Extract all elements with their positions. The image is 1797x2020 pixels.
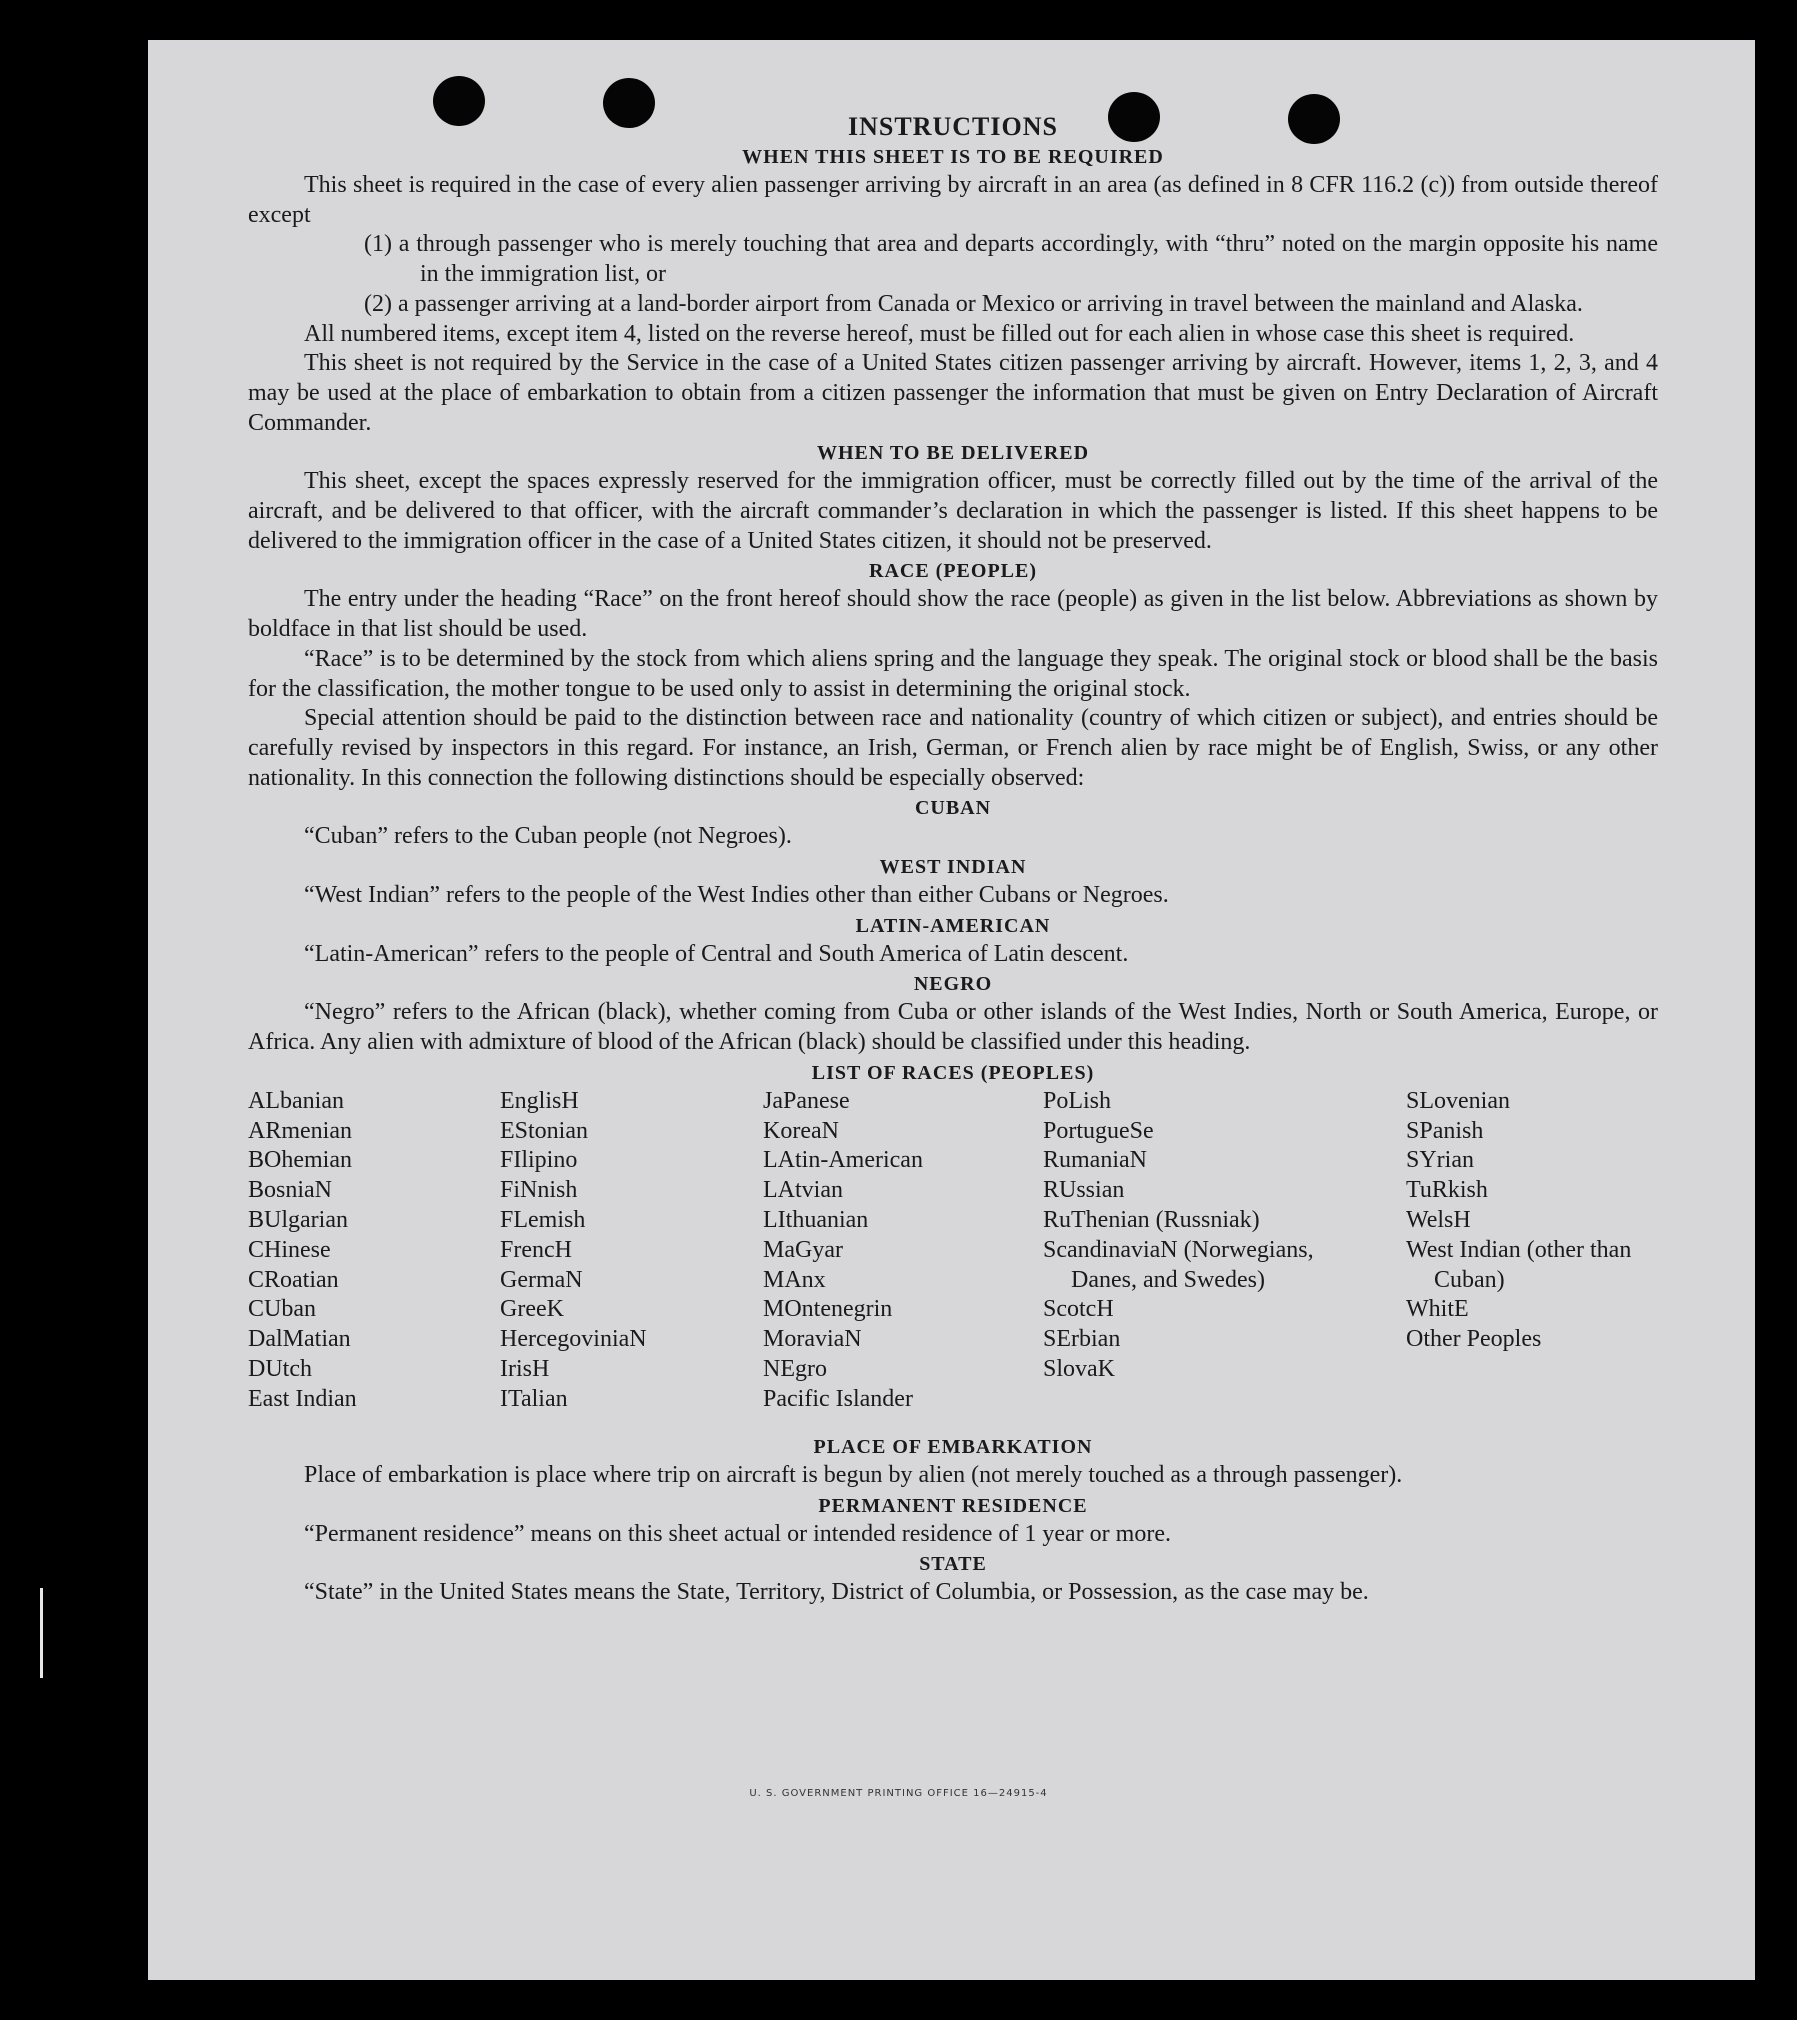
race-item: EStonian: [500, 1117, 588, 1144]
paragraph: This sheet is not required by the Service in the case of a United States citizen passenger arriving by aircraft. However, items 1, 2, 3, and 4 may be used at the place of embarkation to obtain from a citizen passenger the information that must be given on Entry Declaration of Aircraft Commander.: [248, 350, 1658, 436]
race-column: [1406, 1087, 1658, 1355]
paragraph: “Cuban” refers to the Cuban people (not Negroes).: [304, 823, 792, 850]
race-item: FLemish: [500, 1207, 586, 1234]
race-item: LAtin-American: [763, 1147, 923, 1174]
race-item: Other Peoples: [1406, 1326, 1542, 1353]
race-item: GermaN: [500, 1266, 583, 1293]
section-heading-residence: PERMANENT RESIDENCE: [818, 1494, 1088, 1517]
race-item: HercegoviniaN: [500, 1326, 647, 1353]
race-item: EnglisH: [500, 1087, 579, 1114]
paragraph: All numbered items, except item 4, listed on the reverse hereof, must be filled out for each alien in whose case this sheet is required.: [304, 320, 1575, 347]
race-item: IrisH: [500, 1356, 550, 1383]
page-title: INSTRUCTIONS: [848, 112, 1058, 141]
margin-mark: [40, 1588, 43, 1678]
race-item: SErbian: [1043, 1326, 1121, 1353]
paragraph: The entry under the heading “Race” on the front hereof should show the race (people) as given in the list below. Abbreviations as shown by boldface in that list should be used.: [248, 586, 1658, 643]
race-item: DalMatian: [248, 1326, 351, 1353]
race-item: East Indian: [248, 1385, 357, 1412]
list-item: (2) a passenger arriving at a land-border airport from Canada or Mexico or arriving in travel between the mainland and Alaska.: [364, 290, 1583, 317]
section-heading-required: WHEN THIS SHEET IS TO BE REQUIRED: [742, 146, 1164, 168]
race-item: SlovaK: [1043, 1356, 1115, 1383]
race-column: [248, 1087, 488, 1415]
paragraph: “West Indian” refers to the people of the West Indies other than either Cubans or Negroes.: [304, 882, 1169, 909]
section-heading-latin-american: LATIN-AMERICAN: [855, 914, 1051, 937]
paragraph: “Race” is to be determined by the stock from which aliens spring and the language they speak. The original stock or blood shall be the basis for the classification, the mother tongue to be used only to assist in determining the original stock.: [248, 645, 1658, 702]
race-item: ScotcH: [1043, 1296, 1114, 1323]
race-item: SYrian: [1406, 1147, 1474, 1174]
paragraph: “Negro” refers to the African (black), whether coming from Cuba or other islands of the West Indies, North or South America, Europe, or Africa. Any alien with admixture of blood of the African (black) should be classified under this heading.: [248, 999, 1658, 1056]
paragraph: This sheet, except the spaces expressly reserved for the immigration officer, must be correctly filled out by the time of the arrival of the aircraft, and be delivered to that officer, with the aircraft commander’s declaration in which the passenger is listed. If this sheet happens to be delivered to the immigration officer in the case of a United States citizen, it should not be preserved.: [248, 468, 1658, 554]
printer-imprint: U. S. GOVERNMENT PRINTING OFFICE 16—24915-4: [749, 1788, 1048, 1799]
race-item: BOhemian: [248, 1147, 352, 1174]
race-item: CUban: [248, 1296, 316, 1323]
paragraph: This sheet is required in the case of every alien passenger arriving by aircraft in an area (as defined in 8 CFR 116.2 (c)) from outside thereof except: [248, 172, 1658, 228]
race-item: KoreaN: [763, 1117, 839, 1144]
race-item: DUtch: [248, 1356, 312, 1383]
paragraph: Place of embarkation is place where trip on aircraft is begun by alien (not merely touched as a through passenger).: [304, 1461, 1403, 1488]
section-heading-negro: NEGRO: [913, 973, 993, 996]
list-item: (1) a through passenger who is merely touching that area and departs accordingly, with “thru” noted on the margin opposite his name in the immigration list, or: [364, 231, 1658, 288]
section-heading-west-indian: WEST INDIAN: [879, 856, 1027, 879]
race-list: [248, 1087, 1658, 1432]
paragraph: “Latin-American” refers to the people of Central and South America of Latin descent.: [304, 940, 1129, 967]
race-item: FiNnish: [500, 1177, 578, 1204]
race-item: MoraviaN: [763, 1326, 862, 1353]
race-item: WhitE: [1406, 1296, 1469, 1323]
section-heading-delivered: WHEN TO BE DELIVERED: [816, 442, 1090, 465]
race-item: NEgro: [763, 1356, 827, 1383]
race-item: PoLish: [1043, 1087, 1112, 1114]
race-item: ITalian: [500, 1385, 568, 1412]
race-column: [763, 1087, 1033, 1415]
race-item: ScandinaviaN (Norwegians, Danes, and Swedes): [1043, 1236, 1314, 1293]
race-column: [1043, 1087, 1333, 1385]
race-item: RuThenian (Russniak): [1043, 1207, 1260, 1234]
race-item: JaPanese: [763, 1087, 850, 1114]
race-item: LAtvian: [763, 1177, 843, 1204]
race-item: CHinese: [248, 1236, 331, 1263]
race-item: WelsH: [1406, 1207, 1471, 1234]
race-item: PortugueSe: [1043, 1117, 1154, 1144]
race-item: GreeK: [500, 1296, 564, 1323]
race-item: West Indian (other than Cuban): [1406, 1236, 1632, 1293]
document-body: [248, 112, 1658, 1608]
race-item: MaGyar: [763, 1236, 843, 1263]
section-heading-race: RACE (PEOPLE): [869, 560, 1037, 583]
paragraph: “State” in the United States means the State, Territory, District of Columbia, or Possession, as the case may be.: [304, 1579, 1369, 1606]
race-item: LIthuanian: [763, 1207, 869, 1234]
section-heading-embarkation: PLACE OF EMBARKATION: [813, 1435, 1093, 1458]
section-heading-list-of-races: LIST OF RACES (PEOPLES): [811, 1061, 1095, 1084]
race-column: [500, 1087, 750, 1415]
race-item: SPanish: [1406, 1117, 1484, 1144]
race-item: MOntenegrin: [763, 1296, 893, 1323]
race-item: MAnx: [763, 1266, 826, 1293]
paragraph: “Permanent residence” means on this sheet actual or intended residence of 1 year or more.: [304, 1520, 1171, 1547]
race-item: BUlgarian: [248, 1207, 348, 1234]
section-heading-state: STATE: [919, 1553, 987, 1576]
race-item: ALbanian: [248, 1087, 344, 1114]
race-item: BosniaN: [248, 1177, 332, 1204]
race-item: SLovenian: [1406, 1087, 1510, 1114]
race-item: RUssian: [1043, 1177, 1125, 1204]
race-item: CRoatian: [248, 1266, 339, 1293]
race-item: ARmenian: [248, 1117, 352, 1144]
race-item: RumaniaN: [1043, 1147, 1147, 1174]
paragraph: Special attention should be paid to the distinction between race and nationality (country of which citizen or subject), and entries should be carefully revised by inspectors in this regard. For instance, an Irish, German, or French alien by race might be of English, Swiss, or any other nationality. In this connection the following distinctions should be especially observed:: [248, 705, 1658, 791]
section-heading-cuban: CUBAN: [914, 797, 992, 820]
race-item: TuRkish: [1406, 1177, 1488, 1204]
race-item: FrencH: [500, 1236, 572, 1263]
race-item: Pacific Islander: [763, 1385, 913, 1412]
race-item: FIlipino: [500, 1147, 578, 1174]
